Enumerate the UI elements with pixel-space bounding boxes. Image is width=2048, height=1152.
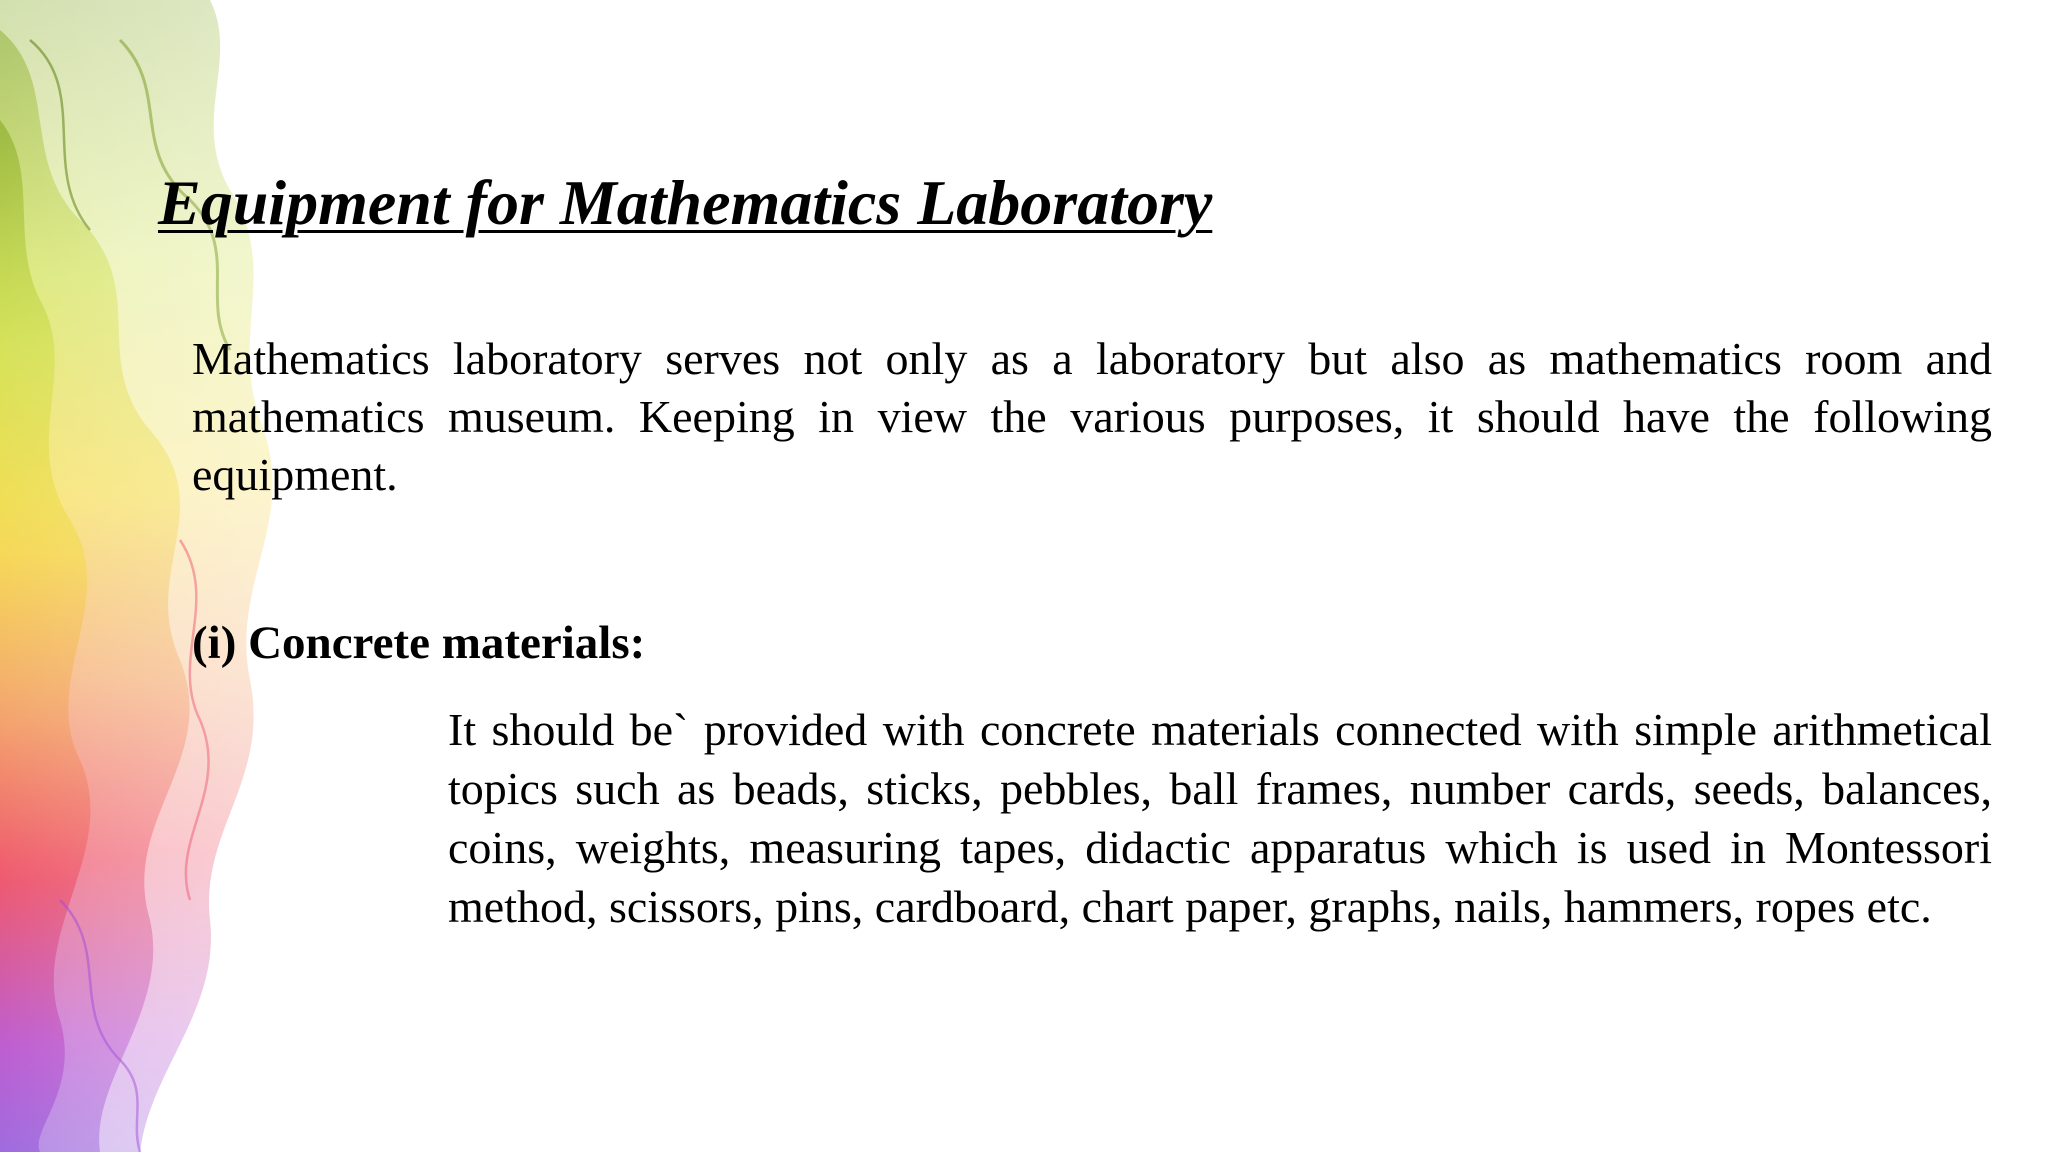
intro-paragraph: Mathematics laboratory serves not only as a laboratory but also as mathematics room and mathematics museum. Keeping in view the various purposes, it should have the following equipment. — [192, 333, 1992, 500]
section-body-paragraph: It should be` provided with concrete materials connected with simple arithmetical topics such as beads, sticks, pebbles, ball frames, number cards, seeds, balances, coins, weights, measuring tapes, didactic apparatus which is used in Montessori method, scissors, pins, cardboard, chart paper, graphs, nails, hammers, ropes etc. — [448, 704, 1992, 932]
slide-title: Equipment for Mathematics Laboratory — [158, 167, 1213, 238]
section-heading: (i) Concrete materials: — [192, 617, 646, 669]
